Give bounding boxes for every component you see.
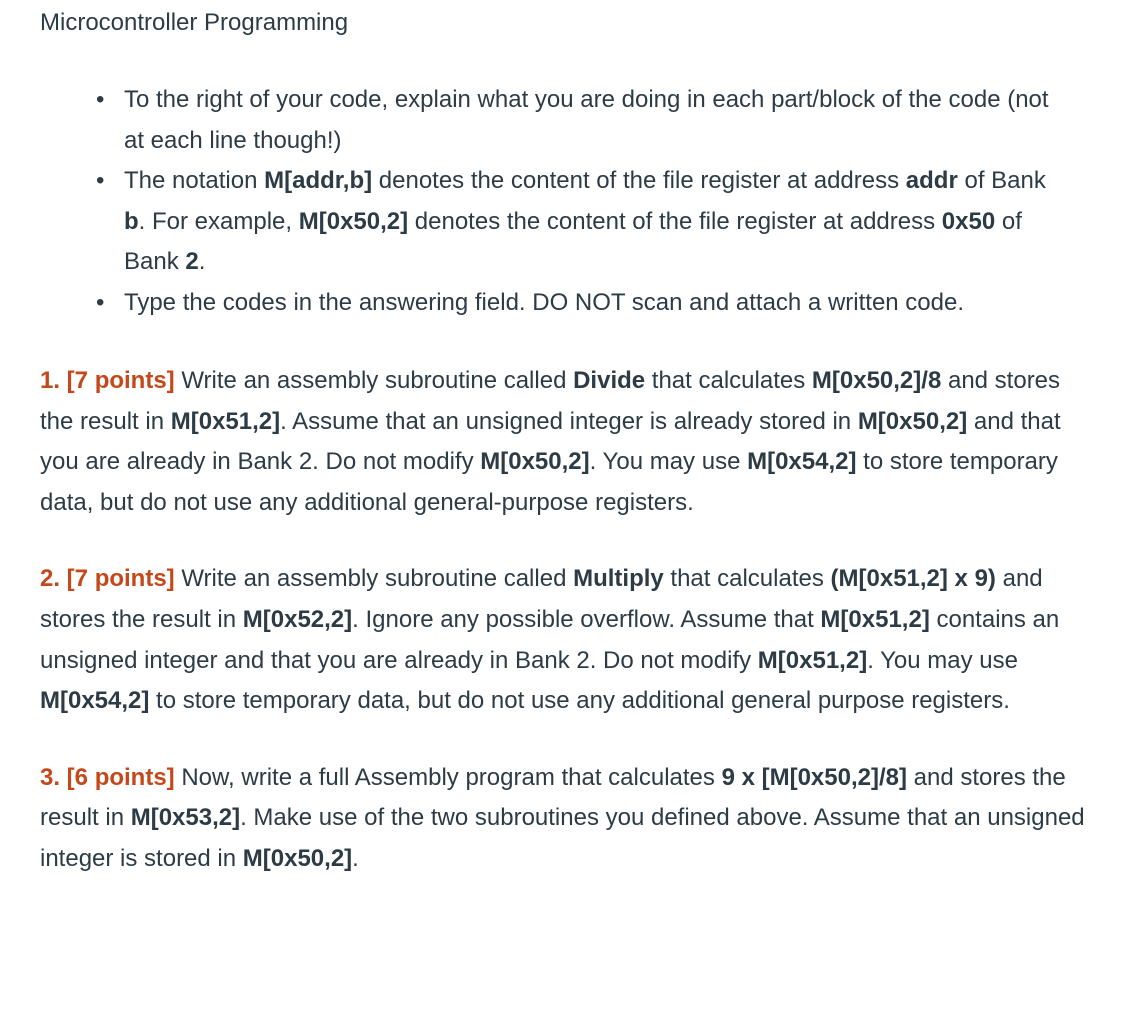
question-1-text: Write an assembly subroutine called Divide that calculates M[0x50,2]/8 and stores the result in M[0x51,2]. Assume that an unsigned integer is already stored in M[0x50,2] and that you are already in Bank 2. Do not modify M[0x50,2]. You may use M[0x54,2] to store temporary data, but do not use any additional general-purpose registers. — [40, 367, 1061, 516]
bold-term: M[0x54,2] — [747, 448, 857, 476]
bold-term: M[0x50,2] — [857, 407, 968, 435]
bold-term: M[0x51,2] — [170, 407, 281, 435]
document-page — [40, 6, 1090, 880]
bold-term: 9 x [M[0x50,2]/8] — [721, 763, 907, 791]
question-1-header: 1. [7 points] — [40, 367, 175, 394]
bold-term: M[0x50,2] — [242, 844, 353, 872]
bold-term: Multiply — [573, 565, 664, 593]
bold-term: M[0x51,2] — [757, 646, 868, 674]
bold-term: 0x50 — [941, 207, 996, 235]
bold-term: Divide — [573, 367, 646, 394]
bold-term: M[0x53,2] — [130, 804, 241, 832]
question-1 — [40, 361, 1090, 523]
bold-term: M[0x51,2] — [820, 605, 930, 633]
bold-term: M[0x52,2] — [242, 605, 353, 633]
question-2 — [40, 559, 1090, 721]
question-3 — [40, 758, 1090, 880]
instruction-item — [96, 283, 1090, 324]
instruction-text: The notation M[addr,b] denotes the content of the file register at address addr of Bank b. For example, M[0x50,2] denotes the content of the file register at address 0x50 of Bank 2. — [124, 167, 1046, 275]
bold-term: (M[0x51,2] x 9) — [830, 565, 996, 593]
question-3-text: Now, write a full Assembly program that calculates 9 x [M[0x50,2]/8] and stores the result in M[0x53,2]. Make use of the two subroutines you defined above. Assume that an unsigned integer is stored in M[0x50,2]. — [40, 763, 1085, 872]
instruction-text: To the right of your code, explain what you are doing in each part/block of the code (not at each line though!) — [124, 86, 1049, 154]
question-2-text: Write an assembly subroutine called Multiply that calculates (M[0x51,2] x 9) and stores the result in M[0x52,2]. Ignore any possible overflow. Assume that M[0x51,2] contains an unsigned integer and that you are already in Bank 2. Do not modify M[0x51,2]. You may use M[0x54,2] to store temporary data, but do not use any additional general purpose registers. — [40, 565, 1060, 715]
bold-term: M[0x50,2] — [480, 448, 590, 476]
question-2-header: 2. [7 points] — [40, 565, 175, 593]
page-title: Microcontroller Programming — [40, 9, 349, 36]
bold-term: addr — [905, 167, 958, 194]
instruction-list — [40, 80, 1090, 323]
bold-term: M[0x50,2]/8 — [811, 367, 942, 394]
bold-term: M[addr,b] — [264, 167, 373, 194]
question-3-header: 3. [6 points] — [40, 763, 175, 791]
bullet-icon: • — [96, 167, 105, 194]
instruction-text: Type the codes in the answering field. DO NOT scan and attach a written code. — [124, 288, 965, 316]
bold-term: M[0x50,2] — [298, 207, 409, 235]
bullet-icon: • — [96, 288, 105, 316]
bold-term: M[0x54,2] — [40, 687, 150, 715]
bullet-icon: • — [96, 86, 105, 113]
instruction-item — [96, 161, 1090, 283]
instruction-item — [96, 80, 1090, 161]
bold-term: b — [124, 207, 139, 235]
bold-term: 2 — [185, 248, 199, 275]
